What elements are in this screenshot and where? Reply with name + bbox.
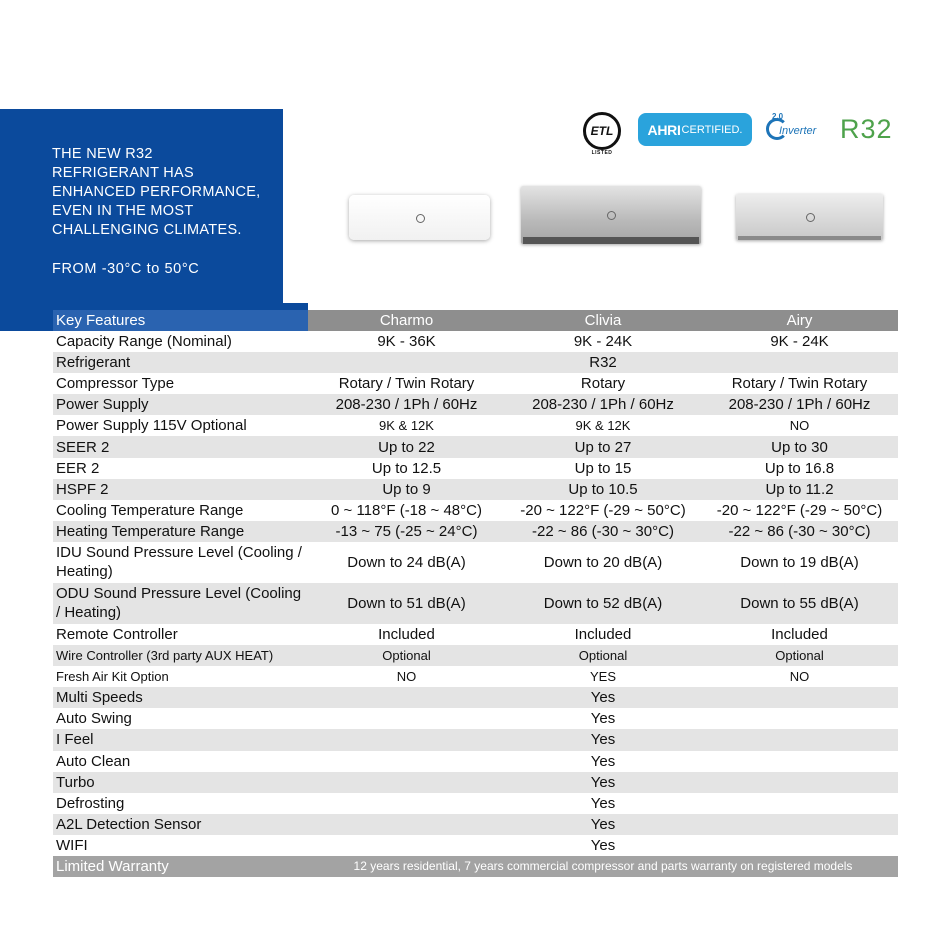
row-label: WIFI xyxy=(56,836,88,854)
cell-all-models: R32 xyxy=(308,352,898,373)
cell-charmo: Rotary / Twin Rotary xyxy=(338,375,475,393)
cell-charmo: 9K - 36K xyxy=(377,333,436,351)
table-row xyxy=(53,394,898,415)
r32-logo: R32 xyxy=(840,114,893,144)
cell-clivia: 9K & 12K xyxy=(575,418,631,434)
header-key-features: Key Features xyxy=(53,310,308,331)
cell-all-models: Yes xyxy=(308,772,898,793)
header-clivia: Clivia xyxy=(505,310,701,331)
table-row xyxy=(53,583,898,624)
cell-airy: 9K - 24K xyxy=(770,333,829,351)
row-label: Compressor Type xyxy=(56,375,175,393)
cell-airy: Optional xyxy=(701,645,898,666)
cell-airy: -20 ~ 122°F (-29 ~ 50°C) xyxy=(716,501,883,519)
cell-charmo: Included xyxy=(378,625,435,643)
cell-all-models: Yes xyxy=(590,836,616,854)
cell-airy: 208-230 / 1Ph / 60Hz xyxy=(701,394,898,415)
row-label: Heating Temperature Range xyxy=(53,521,308,542)
cell-clivia: Rotary xyxy=(580,375,626,393)
table-row xyxy=(53,624,898,645)
table-row xyxy=(53,331,898,352)
inverter-logo: 2.0 Inverter xyxy=(766,116,832,146)
cell-charmo: 208-230 / 1Ph / 60Hz xyxy=(308,394,505,415)
table-row xyxy=(53,521,898,542)
cell-airy: Up to 16.8 xyxy=(764,459,835,477)
table-row xyxy=(53,542,898,583)
table-row xyxy=(53,479,898,500)
row-label: IDU Sound Pressure Level (Cooling / Heating) xyxy=(56,544,302,581)
cell-charmo: Up to 9 xyxy=(308,479,505,500)
cell-airy: Up to 11.2 xyxy=(701,479,898,500)
cell-clivia: Up to 10.5 xyxy=(505,479,701,500)
table-row xyxy=(53,751,898,772)
cell-airy: Up to 30 xyxy=(701,436,898,457)
table-row xyxy=(53,666,898,687)
banner-headline: THE NEW R32 REFRIGERANT HAS ENHANCED PERFORMANCE, EVEN IN THE MOST CHALLENGING CLIMATES. xyxy=(52,146,261,238)
brand-logo-icon xyxy=(806,213,815,222)
ahri-certified-logo: AHRI CERTIFIED. xyxy=(638,113,752,146)
cell-all-models: Yes xyxy=(590,794,616,812)
row-label: Remote Controller xyxy=(56,625,178,643)
cell-clivia: -20 ~ 122°F (-29 ~ 50°C) xyxy=(520,501,686,519)
table-row xyxy=(53,729,898,750)
row-label: A2L Detection Sensor xyxy=(53,814,308,835)
table-row xyxy=(53,708,898,729)
header-airy: Airy xyxy=(701,310,898,331)
row-label: Auto Clean xyxy=(56,752,131,770)
table-row xyxy=(53,415,898,436)
promo-banner xyxy=(0,109,283,331)
table-row xyxy=(53,436,898,457)
row-label: I Feel xyxy=(53,729,308,750)
cell-charmo: Down to 24 dB(A) xyxy=(347,553,466,571)
cell-charmo: Up to 22 xyxy=(308,436,505,457)
brand-logo-icon xyxy=(416,214,425,223)
row-label: HSPF 2 xyxy=(53,479,308,500)
table-row xyxy=(53,793,898,814)
row-label: Multi Speeds xyxy=(53,687,308,708)
row-label: Cooling Temperature Range xyxy=(56,501,244,519)
table-row xyxy=(53,772,898,793)
cell-charmo: 9K & 12K xyxy=(379,418,434,434)
cell-charmo: Optional xyxy=(308,645,505,666)
cell-all-models: Yes xyxy=(590,752,616,770)
cell-clivia: -22 ~ 86 (-30 ~ 30°C) xyxy=(505,521,701,542)
cell-clivia: Optional xyxy=(505,645,701,666)
cell-airy: Down to 55 dB(A) xyxy=(701,583,898,624)
warranty-row xyxy=(53,856,898,877)
cell-airy: Rotary / Twin Rotary xyxy=(731,375,868,393)
banner-temperature-range: FROM -30°C to 50°C xyxy=(52,261,200,277)
cell-all-models: Yes xyxy=(590,710,616,728)
cell-airy: NO xyxy=(789,669,810,685)
table-row xyxy=(53,645,898,666)
table-header-row xyxy=(53,310,898,331)
cell-charmo: 0 ~ 118°F (-18 ~ 48°C) xyxy=(331,501,482,519)
clivia-unit-image xyxy=(521,186,701,244)
row-label: Capacity Range (Nominal) xyxy=(56,333,232,351)
row-label: Defrosting xyxy=(56,794,125,812)
table-row xyxy=(53,500,898,521)
cell-clivia: Down to 52 dB(A) xyxy=(505,583,701,624)
row-label: EER 2 xyxy=(56,459,100,477)
row-label: Auto Swing xyxy=(56,710,132,728)
header-charmo: Charmo xyxy=(308,310,505,331)
brand-logo-icon xyxy=(607,211,616,220)
row-label: Wire Controller (3rd party AUX HEAT) xyxy=(53,645,308,666)
cell-clivia: Up to 15 xyxy=(574,459,632,477)
cell-charmo: -13 ~ 75 (-25 ~ 24°C) xyxy=(308,521,505,542)
table-row xyxy=(53,687,898,708)
cell-clivia: YES xyxy=(589,669,616,685)
table-row xyxy=(53,352,898,373)
cell-charmo: NO xyxy=(396,669,417,685)
table-row xyxy=(53,373,898,394)
cell-charmo: Down to 51 dB(A) xyxy=(308,583,505,624)
cell-clivia: 9K - 24K xyxy=(573,333,633,351)
cell-clivia: 208-230 / 1Ph / 60Hz xyxy=(505,394,701,415)
cell-all-models: Yes xyxy=(308,687,898,708)
row-label: Power Supply xyxy=(53,394,308,415)
cell-airy: NO xyxy=(789,418,810,434)
row-label: SEER 2 xyxy=(53,436,308,457)
row-label: Refrigerant xyxy=(53,352,308,373)
cell-clivia: Down to 20 dB(A) xyxy=(543,553,663,571)
row-label: ODU Sound Pressure Level (Cooling / Heating) xyxy=(53,583,308,624)
table-row xyxy=(53,458,898,479)
warranty-label: Limited Warranty xyxy=(53,856,308,877)
etl-listed-logo: ETL LISTED xyxy=(583,112,621,150)
row-label: Turbo xyxy=(53,772,308,793)
table-row xyxy=(53,835,898,856)
cell-all-models: Yes xyxy=(308,729,898,750)
row-label: Fresh Air Kit Option xyxy=(56,669,169,685)
cell-airy: Included xyxy=(771,625,828,643)
cell-airy: Down to 19 dB(A) xyxy=(740,553,859,571)
cell-clivia: Included xyxy=(574,625,632,643)
warranty-text: 12 years residential, 7 years commercial compressor and parts warranty on registered models xyxy=(308,856,898,877)
charmo-unit-image xyxy=(349,195,490,240)
row-label: Power Supply 115V Optional xyxy=(56,417,247,435)
cell-all-models: Yes xyxy=(308,814,898,835)
cell-clivia: Up to 27 xyxy=(505,436,701,457)
spec-table xyxy=(53,310,898,877)
cell-airy: -22 ~ 86 (-30 ~ 30°C) xyxy=(701,521,898,542)
certification-logos xyxy=(580,112,900,156)
airy-unit-image xyxy=(736,194,883,240)
table-row xyxy=(53,814,898,835)
cell-charmo: Up to 12.5 xyxy=(371,459,442,477)
